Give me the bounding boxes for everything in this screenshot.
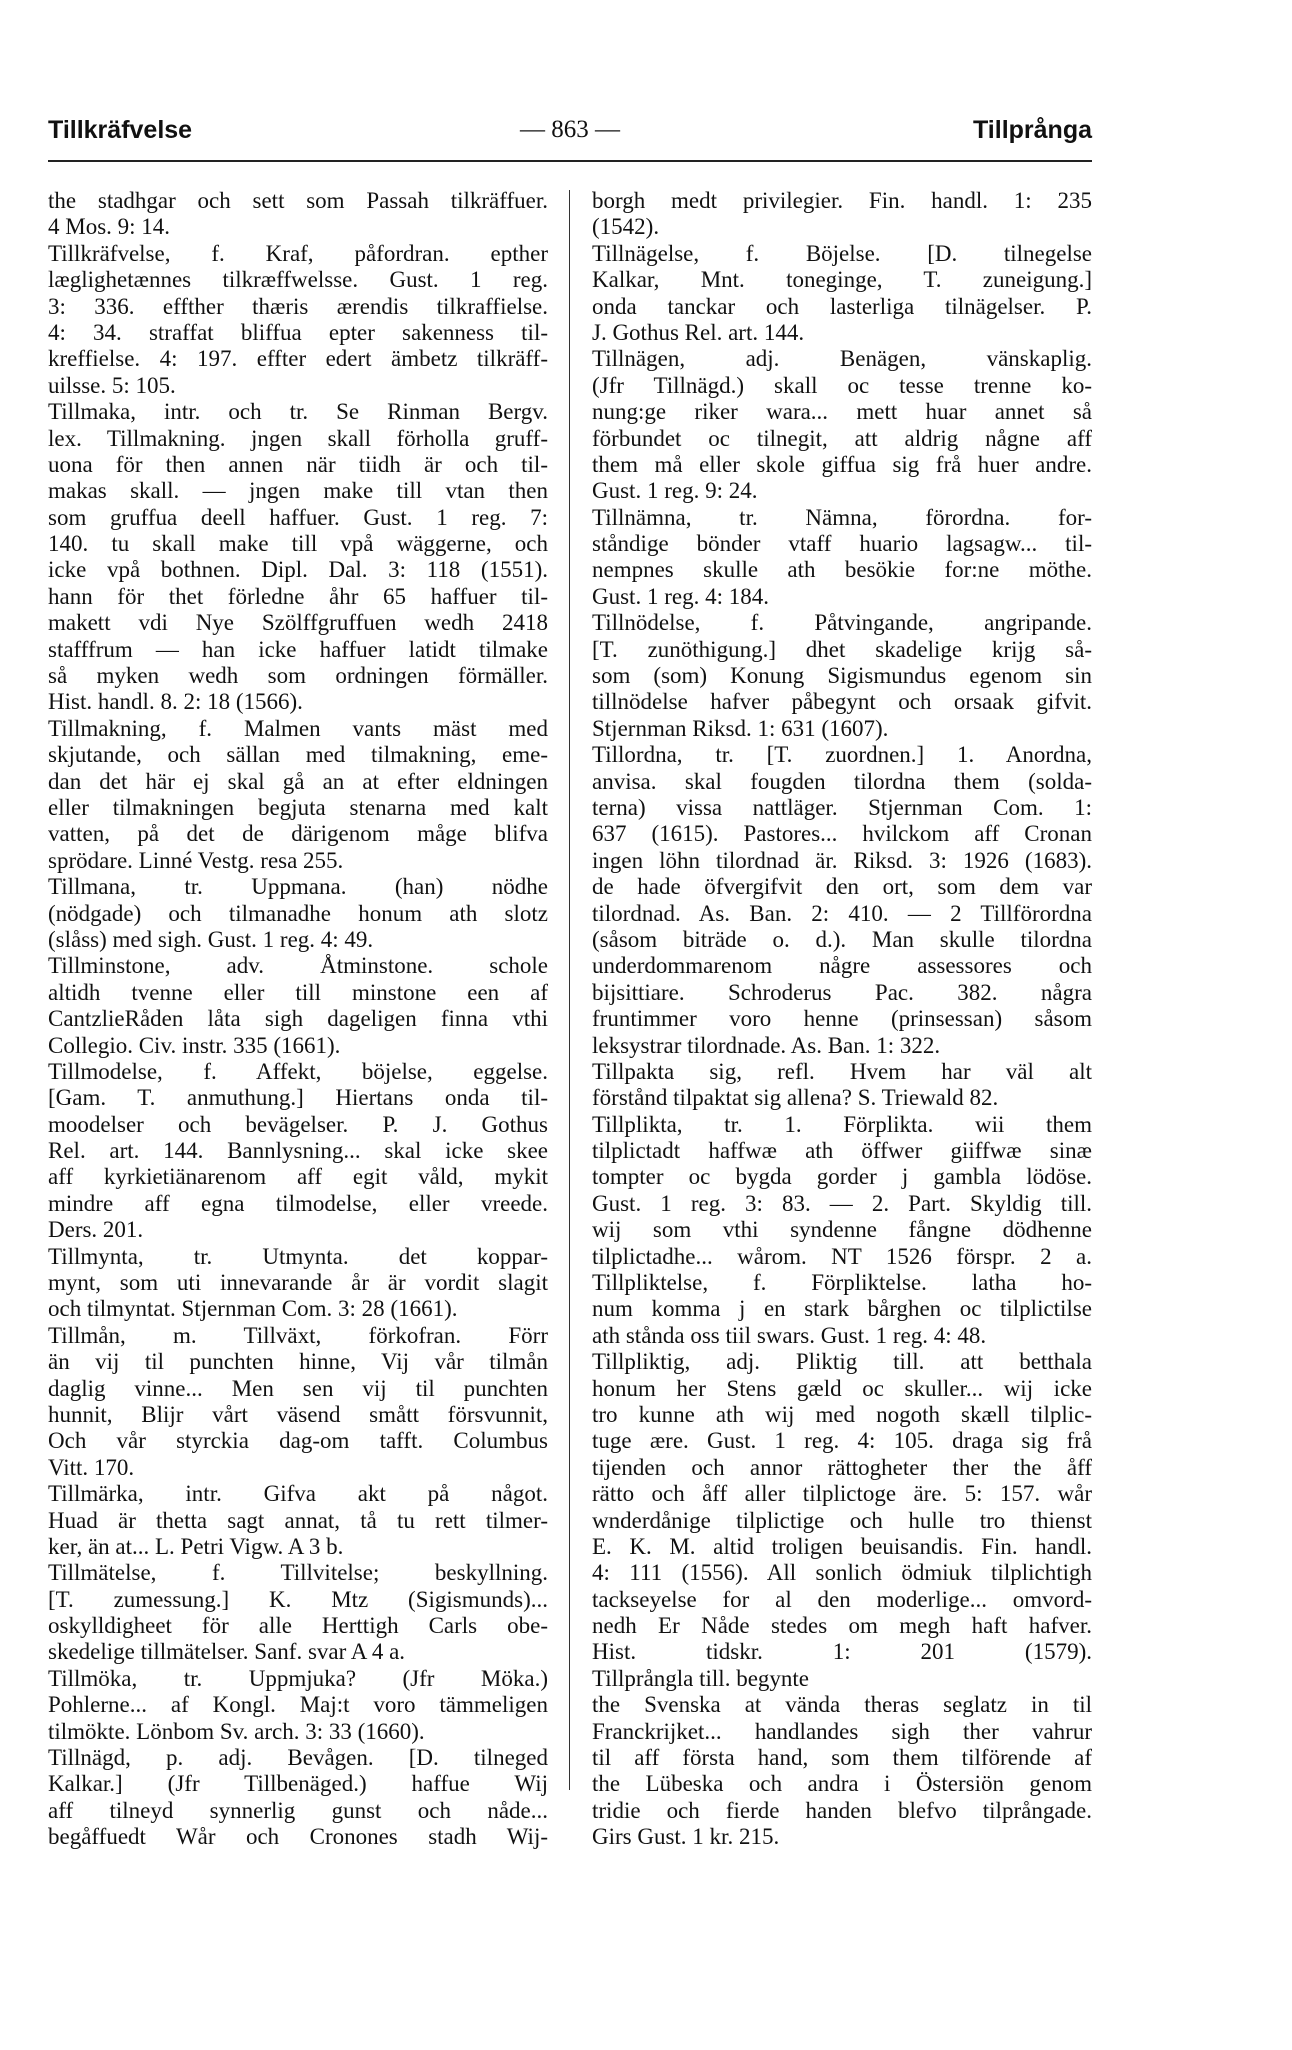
- text-line: Tillpliktig, adj. Pliktig till. att betthala: [592, 1349, 1092, 1375]
- text-line: nempnes skulle ath besökie for:ne möthe.: [592, 557, 1092, 583]
- text-line: Tillnägen, adj. Benägen, vänskaplig.: [592, 346, 1092, 372]
- column-divider: [569, 190, 570, 1790]
- text-line: Tillmakning, f. Malmen vants mäst med: [48, 715, 548, 741]
- right-column: [592, 188, 1092, 1988]
- text-line: Tillminstone, adv. Åtminstone. schole: [48, 953, 548, 979]
- text-line: Tillmaka, intr. och tr. Se Rinman Bergv.: [48, 399, 548, 425]
- text-line: Tillmån, m. Tillväxt, förkofran. Förr: [48, 1322, 548, 1348]
- text-line: som (som) Konung Sigismundus egenom sin: [592, 663, 1092, 689]
- text-line: Tillnägelse, f. Böjelse. [D. tilnegelse: [592, 240, 1092, 266]
- text-line: them må eller skole giffua sig frå huer andre.: [592, 451, 1092, 477]
- text-line: Tillprångla till. begynte: [592, 1665, 809, 1691]
- text-line: och tilmyntat. Stjernman Com. 3: 28 (1661).: [48, 1296, 458, 1322]
- text-line: (1542).: [592, 214, 660, 240]
- text-line: ingen löhn tilordnad är. Riksd. 3: 1926 (1683).: [592, 847, 1092, 873]
- text-line: altidh tvenne eller till minstone een af: [48, 979, 548, 1005]
- text-line: tijenden och annor rättogheter ther the åff: [592, 1454, 1092, 1480]
- text-line: tridie och fierde handen blefvo tilprångade.: [592, 1797, 1092, 1823]
- text-line: tilplictadt haffwæ ath öffwer giiffwæ sinæ: [592, 1138, 1092, 1164]
- text-line: wij som vthi syndenne fångne dödhenne: [592, 1217, 1092, 1243]
- text-line: uilsse. 5: 105.: [48, 372, 176, 398]
- text-line: Pohlerne... af Kongl. Maj:t voro tämmeligen: [48, 1692, 548, 1718]
- text-line: [T. zumessung.] K. Mtz (Sigismunds)...: [48, 1586, 548, 1612]
- text-line: [T. zunöthigung.] dhet skadelige krijg så-: [592, 636, 1092, 662]
- text-line: eller tilmakningen begjuta stenarna med kalt: [48, 794, 548, 820]
- text-line: som gruffua deell haffuer. Gust. 1 reg. 7:: [48, 504, 548, 530]
- text-line: Gust. 1 reg. 4: 184.: [592, 583, 769, 609]
- text-line: 4 Mos. 9: 14.: [48, 214, 171, 240]
- text-line: Tillmana, tr. Uppmana. (han) nödhe: [48, 874, 548, 900]
- text-line: mindre aff egna tilmodelse, eller vreede.: [48, 1190, 548, 1216]
- text-line: Tillnödelse, f. Påtvingande, angripande.: [592, 610, 1092, 636]
- text-line: skjutande, och sällan med tilmakning, eme-: [48, 742, 548, 768]
- text-line: tackseyelse for al den moderlige... omvord-: [592, 1586, 1092, 1612]
- text-line: terna) vissa nattläger. Stjernman Com. 1:: [592, 794, 1092, 820]
- text-line: CantzlieRåden låta sigh dageligen finna vthi: [48, 1006, 548, 1032]
- text-line: nung:ge riker wara... mett huar annet så: [592, 399, 1092, 425]
- text-line: Tillpakta sig, refl. Hvem har väl alt: [592, 1058, 1092, 1084]
- text-line: J. Gothus Rel. art. 144.: [592, 319, 805, 345]
- text-line: skedelige tillmätelser. Sanf. svar A 4 a.: [48, 1639, 406, 1665]
- text-line: 3: 336. effther thæris ærendis tilkraffielse.: [48, 293, 548, 319]
- text-line: Vitt. 170.: [48, 1454, 135, 1480]
- text-line: Ders. 201.: [48, 1217, 144, 1243]
- text-line: Stjernman Riksd. 1: 631 (1607).: [592, 715, 889, 741]
- text-line: förstånd tilpaktat sig allena? S. Triewald 82.: [592, 1085, 999, 1111]
- text-line: makett vdi Nye Szölffgruffuen wedh 2418: [48, 610, 548, 636]
- text-line: E. K. M. altid troligen beuisandis. Fin. handl.: [592, 1533, 1092, 1559]
- text-line: the stadhgar och sett som Passah tilkräffuer.: [48, 188, 548, 213]
- text-line: än vij til punchten hinne, Vij vår tilmån: [48, 1349, 548, 1375]
- text-line: Hist. handl. 8. 2: 18 (1566).: [48, 689, 303, 715]
- text-line: Tillkräfvelse, f. Kraf, påfordran. epther: [48, 240, 548, 266]
- text-line: förbundet oc tilnegit, att aldrig någne aff: [592, 425, 1092, 451]
- text-line: begåffuedt Wår och Cronones stadh Wij-: [48, 1824, 548, 1850]
- text-line: Huad är thetta sagt annat, tå tu rett tilmer-: [48, 1507, 548, 1533]
- text-line: Tillmätelse, f. Tillvitelse; beskyllning.: [48, 1560, 548, 1586]
- text-line: Rel. art. 144. Bannlysning... skal icke skee: [48, 1138, 548, 1164]
- text-line: moodelser och bevägelser. P. J. Gothus: [48, 1111, 548, 1137]
- text-line: tilmökte. Lönbom Sv. arch. 3: 33 (1660).: [48, 1718, 425, 1744]
- text-line: Tillpliktelse, f. Förpliktelse. latha ho-: [592, 1270, 1092, 1296]
- text-line: num komma j en stark bårghen oc tilplictilse: [592, 1296, 1092, 1322]
- text-line: stafffrum — han icke haffuer latidt tilmake: [48, 636, 548, 662]
- text-line: ath stånda oss tiil swars. Gust. 1 reg. 4: 48.: [592, 1322, 987, 1348]
- text-line: hann för thet förledne åhr 65 haffuer til-: [48, 583, 548, 609]
- text-line: 4: 34. straffat bliffua epter sakenness til-: [48, 319, 548, 345]
- header-rule: [48, 160, 1092, 162]
- text-line: daglig vinne... Men sen vij til punchten: [48, 1375, 548, 1401]
- text-line: 637 (1615). Pastores... hvilckom aff Cronan: [592, 821, 1092, 847]
- text-line: oskylldigheet för alle Herttigh Carls obe-: [48, 1613, 548, 1639]
- text-line: 140. tu skall make till vpå wäggerne, och: [48, 531, 548, 557]
- text-line: tompter oc bygda gorder j gambla lödöse.: [592, 1164, 1092, 1190]
- text-line: Kalkar, Mnt. toneginge, T. zuneigung.]: [592, 267, 1092, 293]
- text-line: hunnit, Blijr vårt väsend smått försvunnit,: [48, 1401, 548, 1427]
- text-line: læglighetænnes tilkræffwelsse. Gust. 1 reg.: [48, 267, 548, 293]
- text-line: tro kunne ath wij med nogoth skæll tilplic-: [592, 1401, 1092, 1427]
- text-line: [Gam. T. anmuthung.] Hiertans onda til-: [48, 1085, 548, 1111]
- header-left-headword: Tillkräfvelse: [48, 116, 193, 144]
- text-line: Tillordna, tr. [T. zuordnen.] 1. Anordna,: [592, 742, 1092, 768]
- text-line: Gust. 1 reg. 3: 83. — 2. Part. Skyldig till.: [592, 1190, 1092, 1216]
- text-line: aff kyrkietiänarenom aff egit våld, mykit: [48, 1164, 548, 1190]
- text-line: Tillnägd, p. adj. Bevågen. [D. tilneged: [48, 1745, 548, 1771]
- text-line: icke vpå bothnen. Dipl. Dal. 3: 118 (1551).: [48, 557, 548, 583]
- text-line: tilplictadhe... wårom. NT 1526 förspr. 2 a.: [592, 1243, 1092, 1269]
- text-line: sprödare. Linné Vestg. resa 255.: [48, 847, 344, 873]
- text-line: Collegio. Civ. instr. 335 (1661).: [48, 1032, 341, 1058]
- text-line: makas skall. — jngen make till vtan then: [48, 478, 548, 504]
- text-line: (såsom biträde o. d.). Man skulle tilordna: [592, 926, 1092, 952]
- text-line: tilordnad. As. Ban. 2: 410. — 2 Tillförordna: [592, 900, 1092, 926]
- text-line: uona för then annen när tiidh är och til-: [48, 451, 548, 477]
- text-line: (nödgade) och tilmanadhe honum ath slotz: [48, 900, 548, 926]
- text-line: underdommarenom någre assessores och: [592, 953, 1092, 979]
- page-header: [48, 116, 1092, 152]
- text-line: Gust. 1 reg. 9: 24.: [592, 478, 758, 504]
- text-line: honum her Stens gæld oc skuller... wij icke: [592, 1375, 1092, 1401]
- text-line: Och vår styrckia dag-om tafft. Columbus: [48, 1428, 548, 1454]
- page-number: — 863 —: [520, 116, 620, 143]
- text-line: lex. Tillmakning. jngen skall förholla gruff-: [48, 425, 548, 451]
- text-line: Franckrijket... handlandes sigh ther vahrur: [592, 1718, 1092, 1744]
- text-line: vatten, på det de därigenom måge blifva: [48, 821, 548, 847]
- text-line: Hist. tidskr. 1: 201 (1579).: [592, 1639, 1092, 1665]
- text-line: Kalkar.] (Jfr Tillbenäged.) haffue Wij: [48, 1771, 548, 1797]
- text-line: tillnödelse hafver påbegynt och orsaak gifvit.: [592, 689, 1092, 715]
- text-line: Tillmynta, tr. Utmynta. det koppar-: [48, 1243, 548, 1269]
- header-right-headword: Tillprånga: [972, 116, 1092, 144]
- text-line: Girs Gust. 1 kr. 215.: [592, 1824, 780, 1850]
- text-line: onda tanckar och lasterliga tilnägelser. P.: [592, 293, 1092, 319]
- text-line: Tillmodelse, f. Affekt, böjelse, eggelse.: [48, 1058, 548, 1084]
- text-line: borgh medt privilegier. Fin. handl. 1: 235: [592, 188, 1092, 213]
- text-line: mynt, som uti innevarande år är vordit slagit: [48, 1270, 548, 1296]
- left-column: [48, 188, 548, 1988]
- text-line: rätto och åff aller tilplictoge äre. 5: 157. wår: [592, 1481, 1092, 1507]
- text-line: 4: 111 (1556). All sonlich ödmiuk tilplichtigh: [592, 1560, 1092, 1586]
- text-line: (slåss) med sigh. Gust. 1 reg. 4: 49.: [48, 926, 374, 952]
- text-line: bijsittiare. Schroderus Pac. 382. några: [592, 979, 1092, 1005]
- text-line: de hade öfvergifvit den ort, som dem var: [592, 874, 1092, 900]
- text-line: ståndige bönder vtaff huario lagsagw... til-: [592, 531, 1092, 557]
- text-line: wnderdånige tilplictige och hulle tro thienst: [592, 1507, 1092, 1533]
- text-line: kreffielse. 4: 197. effter edert ämbetz tilkräff-: [48, 346, 548, 372]
- text-line: så myken wedh som ordningen förmäller.: [48, 663, 548, 689]
- text-line: aff tilneyd synnerlig gunst och nåde...: [48, 1797, 548, 1823]
- text-line: fruntimmer voro henne (prinsessan) såsom: [592, 1006, 1092, 1032]
- text-line: til aff första hand, som them tilförende af: [592, 1745, 1092, 1771]
- text-line: anvisa. skal fougden tilordna them (solda-: [592, 768, 1092, 794]
- text-line: Tillplikta, tr. 1. Förplikta. wii them: [592, 1111, 1092, 1137]
- text-line: leksystrar tilordnade. As. Ban. 1: 322.: [592, 1032, 941, 1058]
- text-line: tuge ære. Gust. 1 reg. 4: 105. draga sig frå: [592, 1428, 1092, 1454]
- text-line: Tillmärka, intr. Gifva akt på något.: [48, 1481, 548, 1507]
- text-line: (Jfr Tillnägd.) skall oc tesse trenne ko-: [592, 372, 1092, 398]
- text-line: the Lübeska och andra i Östersiön genom: [592, 1771, 1092, 1797]
- text-line: the Svenska at vända theras seglatz in til: [592, 1692, 1092, 1718]
- text-line: Tillnämna, tr. Nämna, förordna. for-: [592, 504, 1092, 530]
- text-line: Tillmöka, tr. Uppmjuka? (Jfr Möka.): [48, 1665, 548, 1691]
- text-line: dan det här ej skal gå an at efter eldningen: [48, 768, 548, 794]
- text-line: nedh Er Nåde stedes om megh haft hafver.: [592, 1613, 1092, 1639]
- text-line: ker, än at... L. Petri Vigw. A 3 b.: [48, 1533, 344, 1559]
